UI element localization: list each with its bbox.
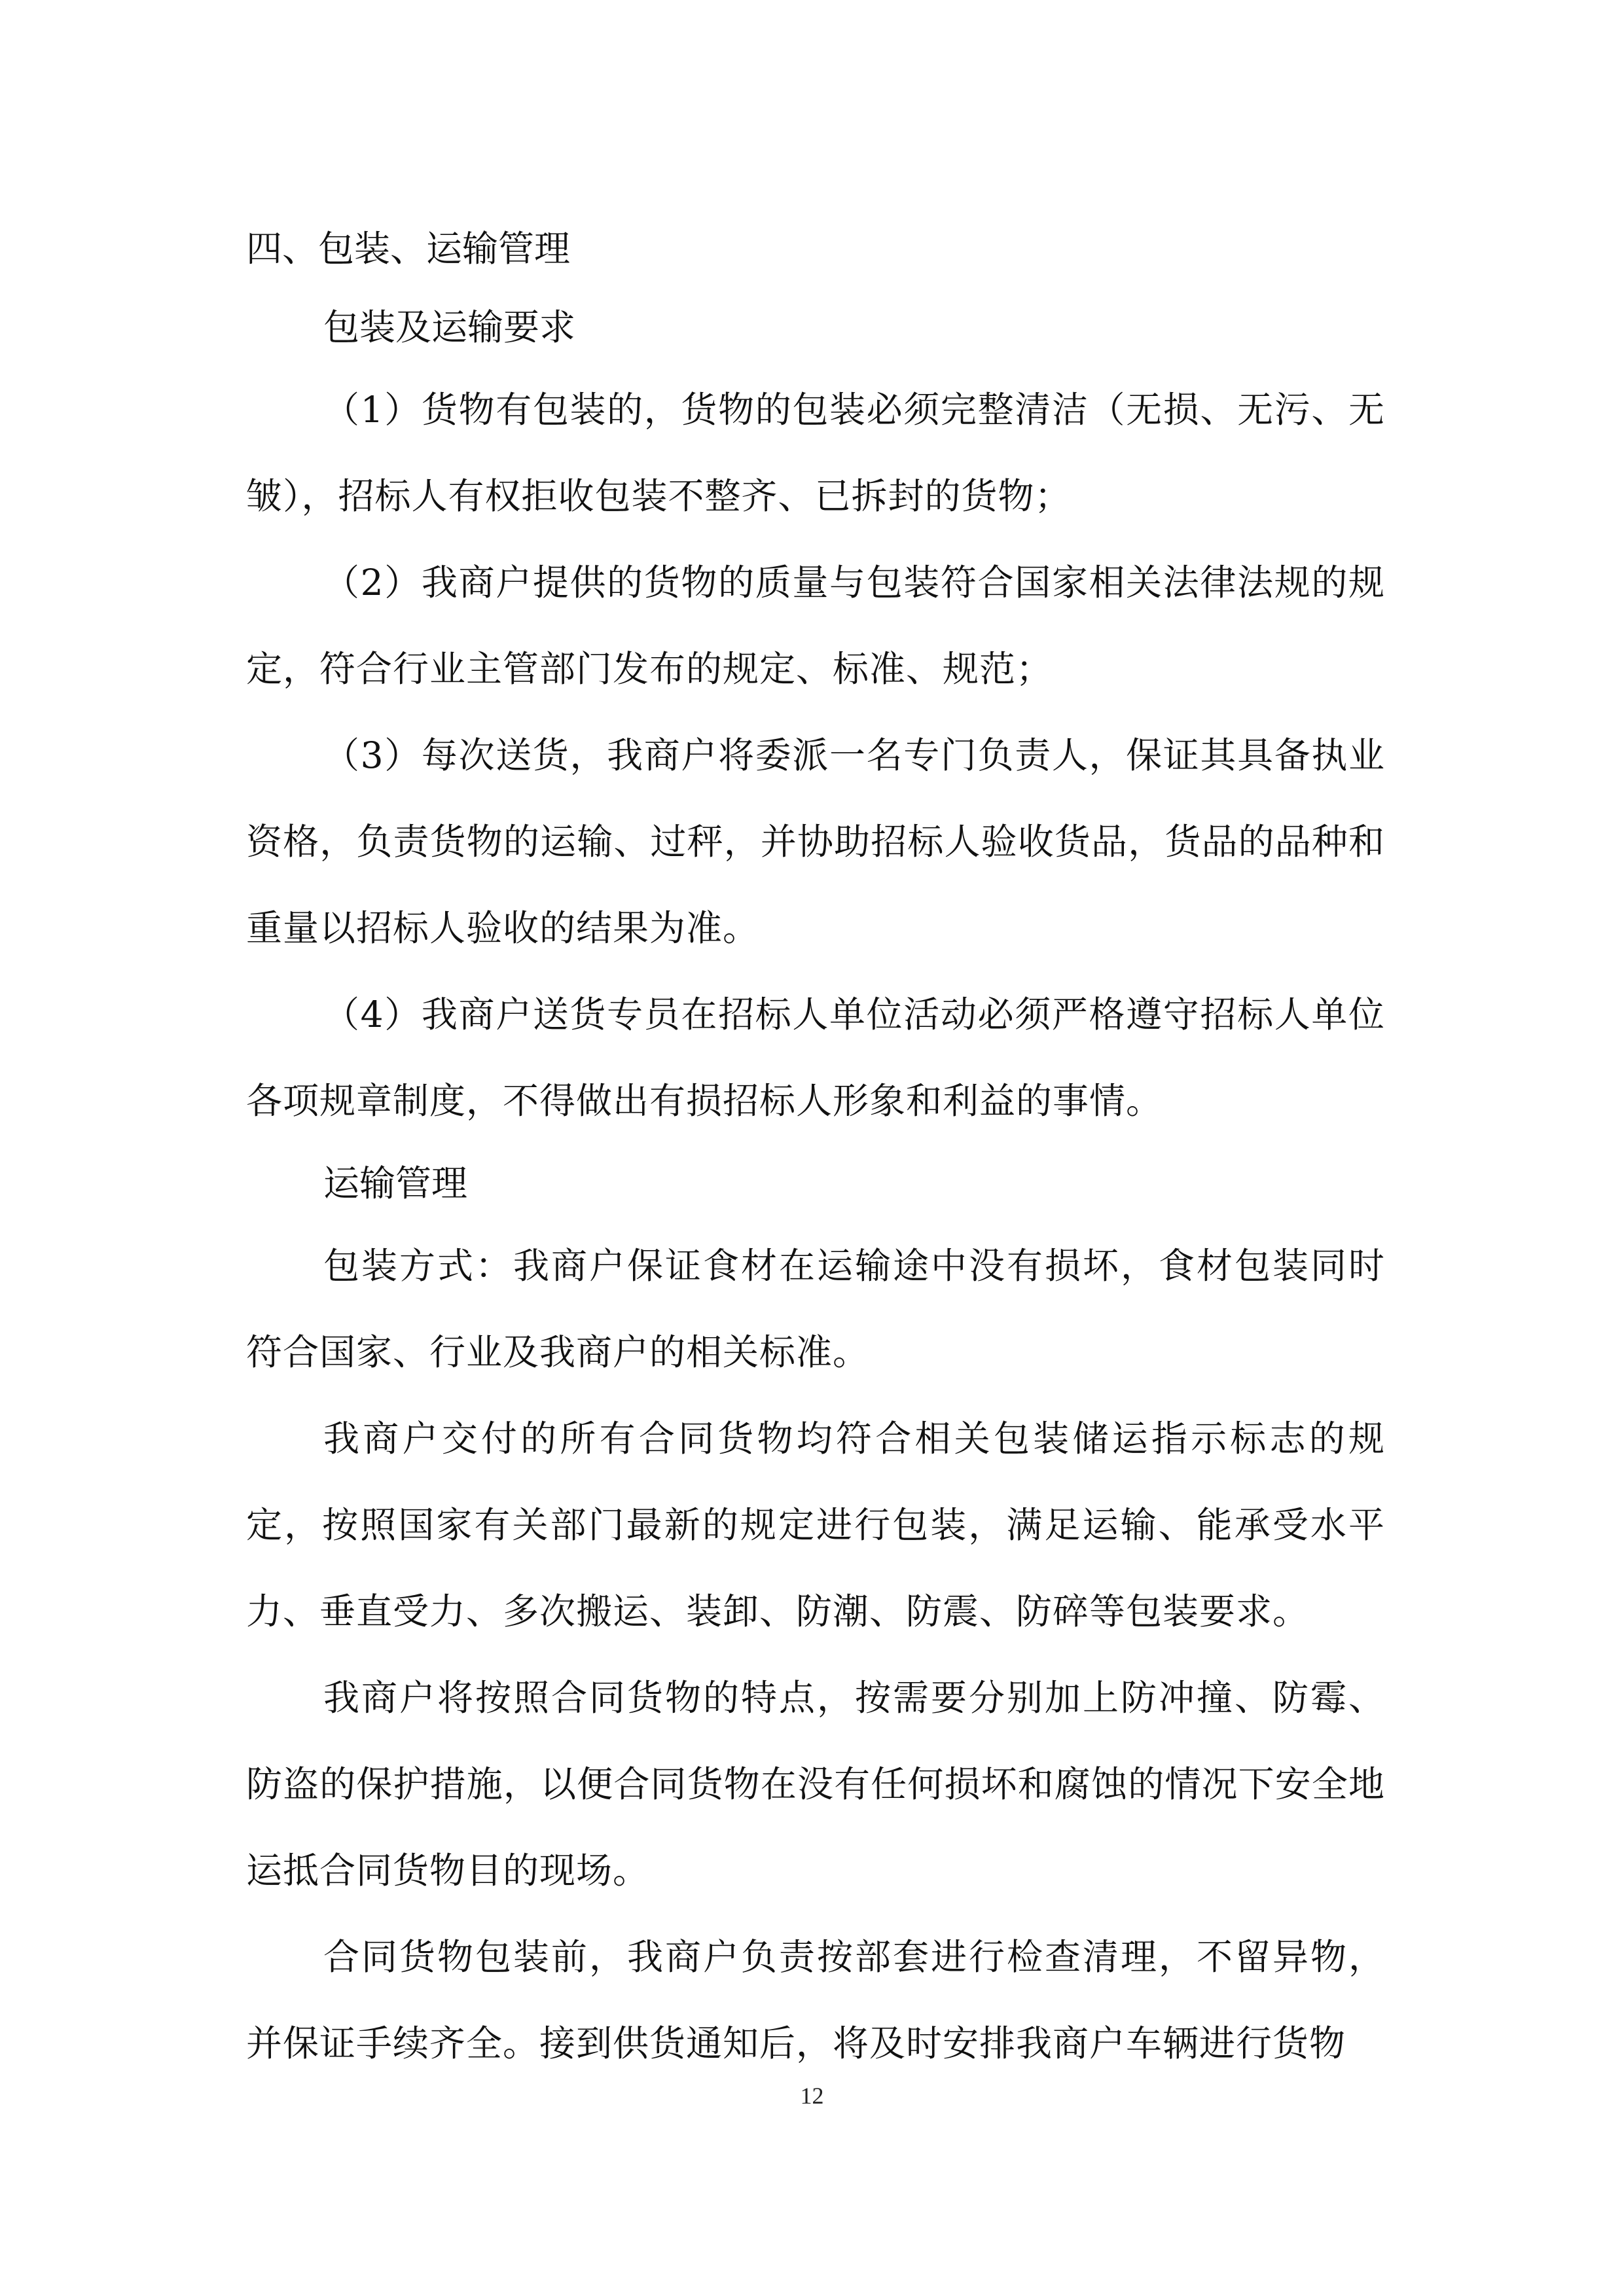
requirement-item-1: （1）货物有包装的，货物的包装必须完整清洁（无损、无污、无皱），招标人有权拒收包装不整齐、已拆封的货物； bbox=[246, 389, 1385, 517]
document-body bbox=[246, 209, 1385, 2087]
requirement-item-2: （2）我商户提供的货物的质量与包装符合国家相关法律法规的规定，符合行业主管部门发布的规定、标准、规范； bbox=[246, 562, 1385, 690]
paragraph-packaging-marks: 我商户交付的所有合同货物均符合相关包装储运指示标志的规定，按照国家有关部门最新的规定进行包装，满足运输、能承受水平力、垂直受力、多次搬运、装卸、防潮、防震、防碎等包装要求。 bbox=[246, 1418, 1385, 1632]
paragraph-protection-measures: 我商户将按照合同货物的特点，按需要分别加上防冲撞、防霉、防盗的保护措施，以便合同货物在没有任何损坏和腐蚀的情况下安全地运抵合同货物目的现场。 bbox=[246, 1677, 1385, 1892]
requirement-item-3: （3）每次送货，我商户将委派一名专门负责人，保证其具备执业资格，负责货物的运输、过秤，并协助招标人验收货品，货品的品种和重量以招标人验收的结果为准。 bbox=[246, 734, 1385, 949]
requirement-item-4: （4）我商户送货专员在招标人单位活动必须严格遵守招标人单位各项规章制度，不得做出有损招标人形象和利益的事情。 bbox=[246, 994, 1385, 1122]
paragraph-pre-packaging-check: 合同货物包装前，我商户负责按部套进行检查清理，不留异物，并保证手续齐全。接到供货通知后，将及时安排我商户车辆进行货物 bbox=[246, 1936, 1385, 2064]
page-number: 12 bbox=[800, 2083, 824, 2109]
section-heading: 四、包装、运输管理 bbox=[246, 228, 571, 270]
subheading-packaging-requirements: 包装及运输要求 bbox=[323, 306, 576, 348]
subheading-transport-management: 运输管理 bbox=[323, 1162, 468, 1204]
paragraph-packaging-method: 包装方式：我商户保证食材在运输途中没有损坏，食材包装同时符合国家、行业及我商户的相关标准。 bbox=[246, 1245, 1385, 1373]
